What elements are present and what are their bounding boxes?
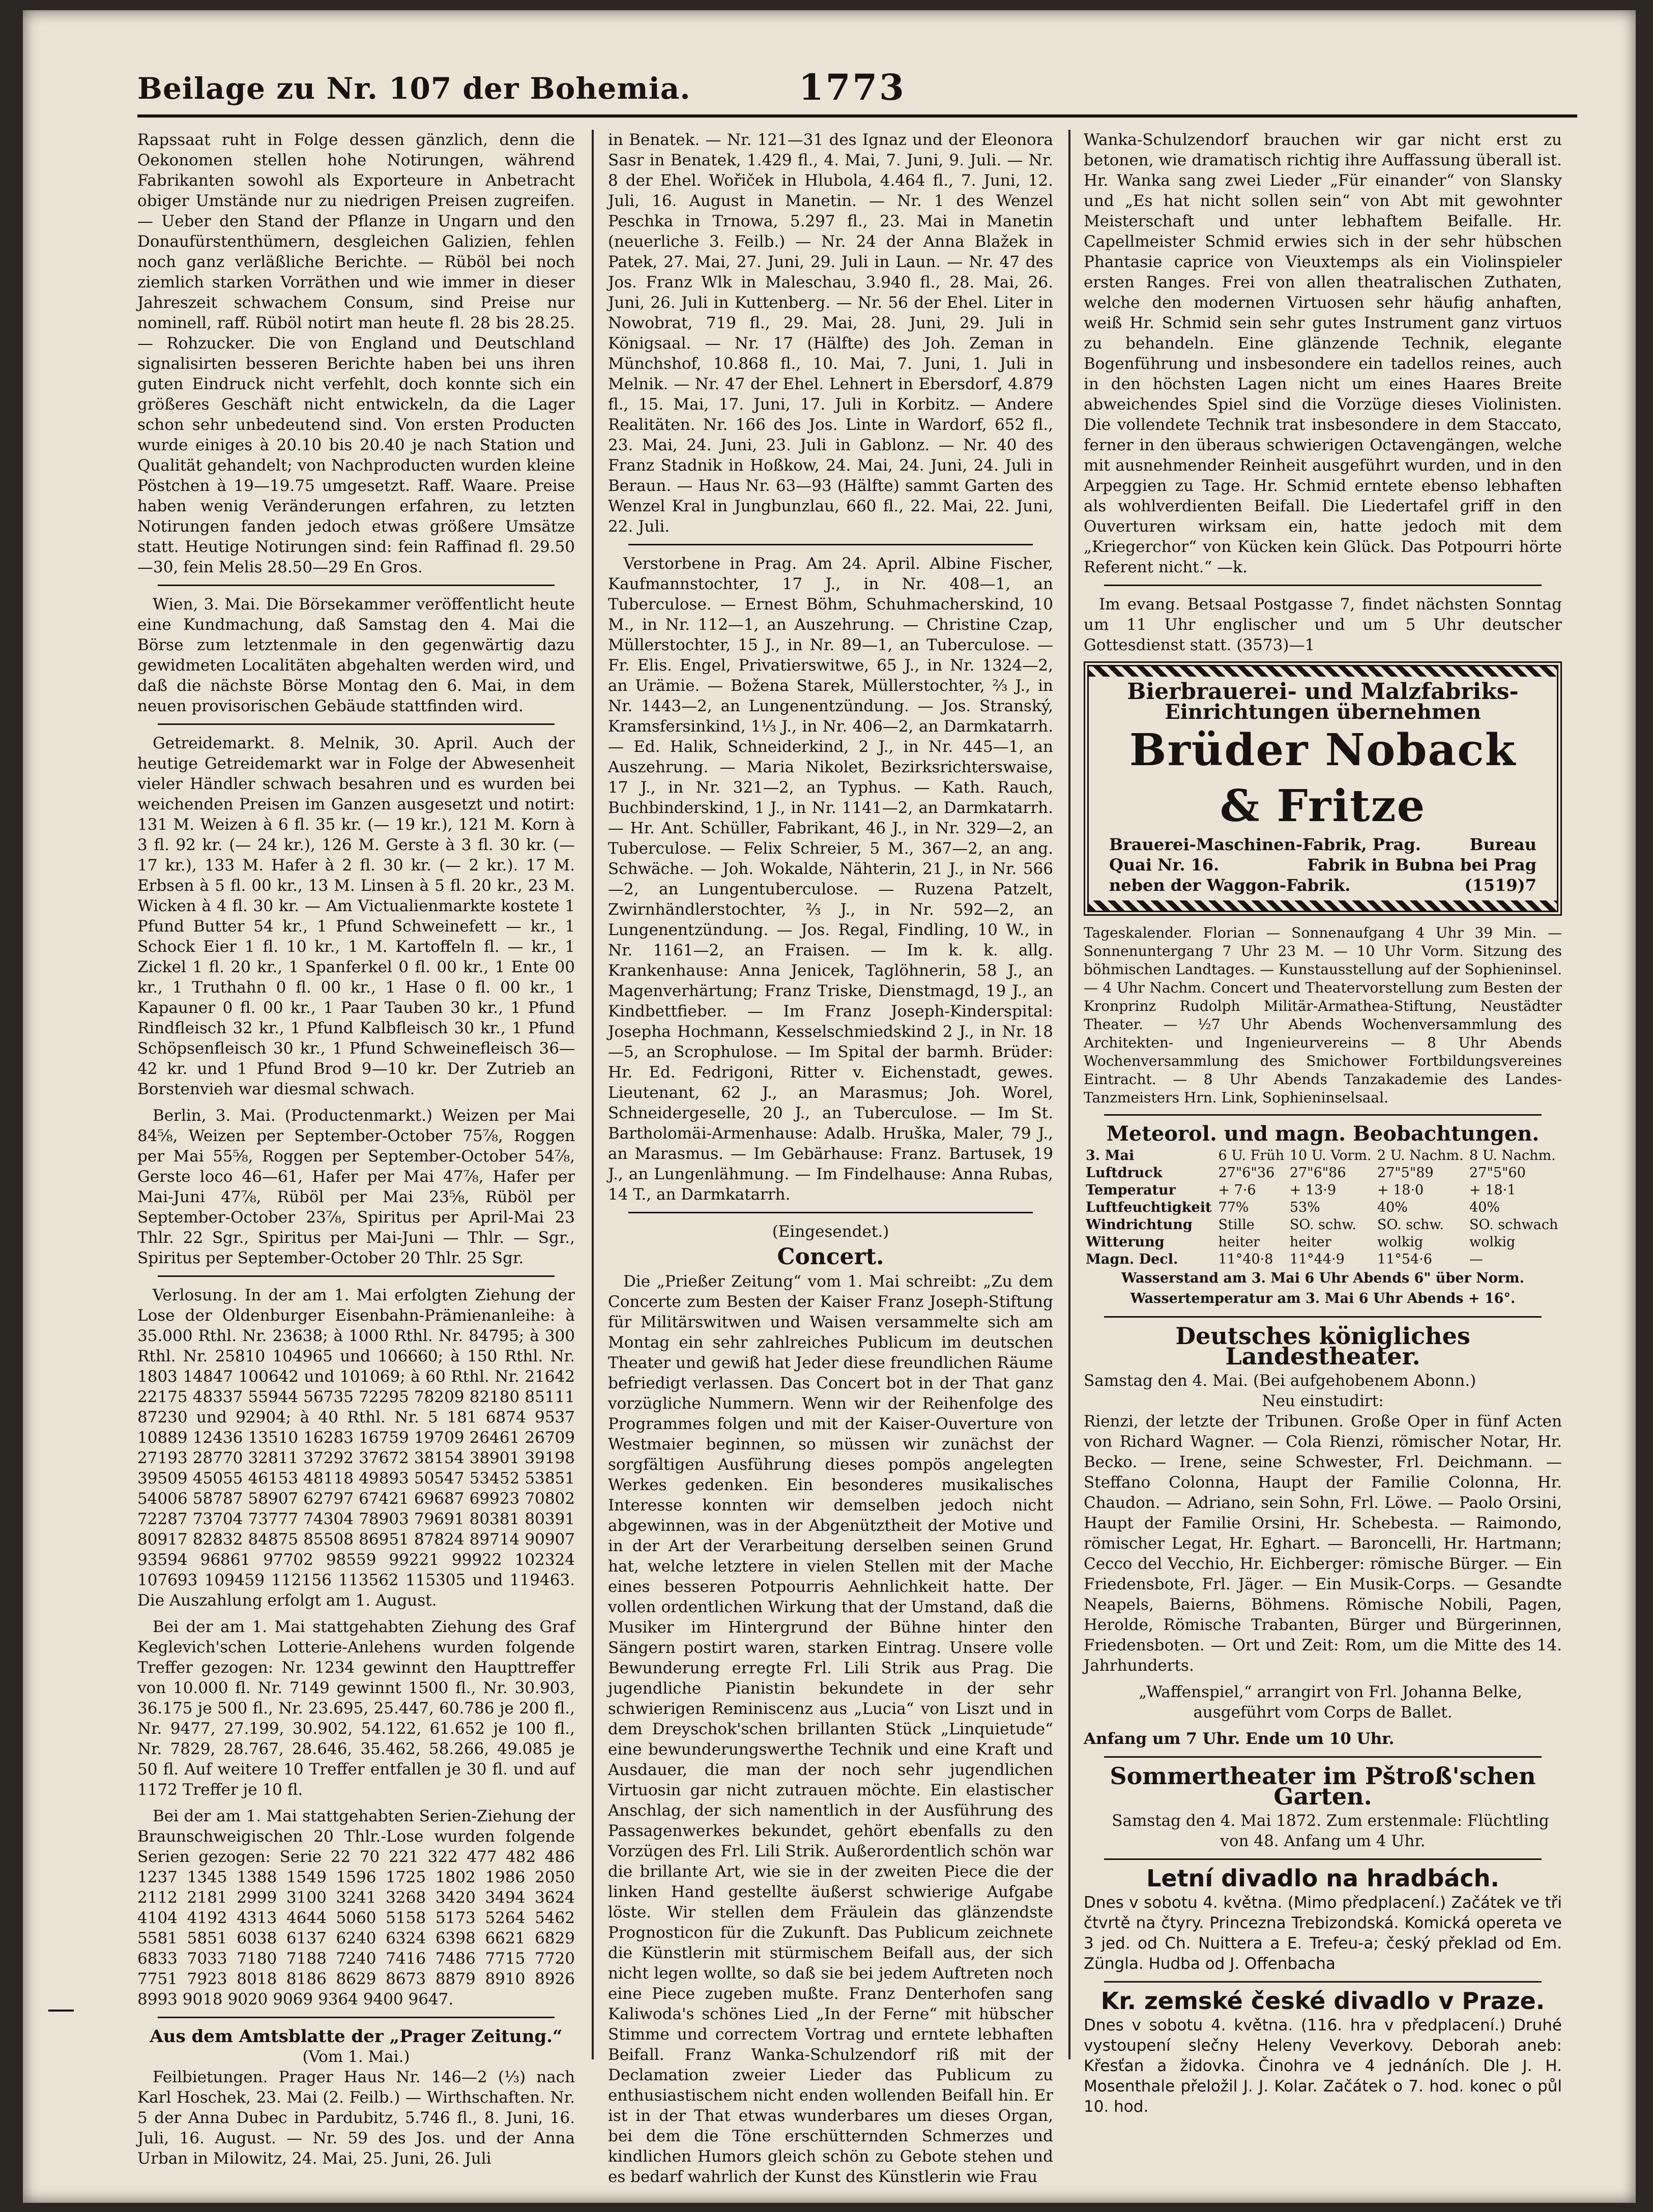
meteo-cell: SO. schw.: [1289, 1217, 1356, 1233]
column-2: [608, 130, 1053, 2186]
eingesendet-label: (Eingesendet.): [772, 1223, 889, 1241]
ad-text: Quai Nr. 16.: [1109, 855, 1220, 875]
tageskalender: Tageskalender. Florian — Sonnenaufgang 4 Uhr 39 Min. — Sonnenuntergang 7 Uhr 23 M. — 10 Uhr Vorm. Sitzung des böhmischen Landtages. — Kunstausstellung auf der Sophieninsel. — 4 Uhr Nachm. Concert und Theatervorstellung zum Besten der Kronprinz Rudolph Militär-Armathea-Stiftung, Neustädter Theater. — ½7 Uhr Abends Wochenversammlung des Architekten- und Ingenieurvereins — 8 Uhr Abends Wochenversammlung des Smichower Fortbildungsvereines Eintracht. — 8 Uhr Abends Tanzakademie des Landes-Tanzmeisters Hrn. Link, Sophieninselsaal.: [1084, 924, 1562, 1106]
article-berlin: Berlin, 3. Mai. (Productenmarkt.) Weizen per Mai 84⅝, Weizen per September-October 75⅞, Roggen per Mai 55⅝, Roggen per September-October 54⅞, Gerste loco 46—61, Hafer per Mai 47⅞, Hafer per Mai-Juni 47⅞, Rüböl per Mai 23⅝, Rüböl per September-October 23⅞, Spiritus per April-Mai 23 Thlr. 22 Sgr., Spiritus per Mai-Juni — Thlr. — Sgr., Spiritus per September-October 20 Thlr. 25 Sgr.: [137, 1107, 575, 1267]
meteo-cell: —: [1469, 1251, 1484, 1267]
meteo-cell: heiter: [1289, 1234, 1331, 1250]
amtsblatt-subtitle: (Vom 1. Mai.): [302, 2048, 410, 2066]
article-getreidemarkt: Getreidemarkt. 8. Melnik, 30. April. Auch der heutige Getreidemarkt war in Folge der Abwesenheit vieler Händler schwach besahren und es wurden bei weichenden Preisen im Ganzen ausgesetzt und notirt: 131 M. Weizen à 6 fl. 35 kr. (— 19 kr.), 121 M. Korn à 3 fl. 92 kr. (— 24 kr.), 126 M. Gerste à 3 fl. 30 kr. (— 17 kr.), 133 M. Hafer à 2 fl. 30 kr. (— 2 kr.). 17 M. Erbsen à 5 fl. 00 kr., 13 M. Linsen à 5 fl. 20 kr., 23 M. Wicken à 4 fl. 30 kr. — Am Victualienmarkte kostete 1 Pfund Butter 54 kr., 1 Pfund Schweinefett — kr., 1 Schock Eier 1 fl. 10 kr., 1 M. Kartoffeln fl. — kr., 1 Zickel 1 fl. 20 kr., 1 Spanferkel 0 fl. 00 kr., 1 Ente 00 kr., 1 Truthahn 0 fl. 00 kr., 1 Hase 0 fl. 00 kr., 1 Kapauner 0 fl. 00 kr., 1 Paar Tauben 30 kr., 1 Pfund Rindfleisch 32 kr., 1 Pfund Kalbfleisch 30 kr., 1 Pfund Schöpsenfleisch 30 kr., 1 Pfund Schweinefleisch 36—42 kr. und 1 Pfund Brod 9—10 kr. Der Zutrieb an Borstenvieh war diesmal schwach.: [137, 734, 575, 1098]
meteo-cell: Magn. Decl.: [1086, 1251, 1178, 1267]
meteo-cell: 53%: [1289, 1200, 1320, 1215]
meteo-cell: 2 U. Nachm.: [1377, 1148, 1464, 1163]
meteo-cell: Windrichtung: [1086, 1217, 1193, 1233]
meteo-cell: + 13·9: [1289, 1182, 1337, 1198]
theatre-landestheater-date: Samstag den 4. Mai. (Bei aufgehobenem Abonn.): [1084, 1372, 1476, 1390]
divider: [1104, 1756, 1542, 1758]
theatre-sommertheater-title: Sommertheater im Pštroß'schen Garten.: [1110, 1762, 1536, 1810]
ad-border-ornament: [1089, 666, 1557, 677]
article-feilbietungen: Feilbietungen. Prager Haus Nr. 146—2 (⅓) nach Karl Hoschek, 23. Mai (2. Feilb.) — Wirthschaften. Nr. 5 der Anna Dubec in Pardubitz, 5.746 fl., 8. Juni, 16. Juli, 16. August. — Nr. 59 des Jos. und der Anna Urban in Milowitz, 24. Mai, 25. Juni, 26. Juli: [137, 2068, 575, 2168]
theatre-landestheater-new: Neu einstudirt:: [1262, 1392, 1384, 1410]
article-rapssaat: Rapssaat ruht in Folge dessen gänzlich, denn die Oekonomen stellen hohe Notirungen, während Fabrikanten sowohl als Exporteure in Anbetracht obiger Umstände nur zu niedrigen Preisen zugreifen. — Ueber den Stand der Pflanze in Ungarn und den Donaufürstenthümern, desgleichen Galizien, fehlen noch ganz verläßliche Berichte. — Rüböl bei noch ziemlich starken Vorräthen und wie immer in dieser Jahreszeit schwachem Consum, sind Preise nur nominell, raff. Rüböl notirt man heute fl. 28 bis 28.25. — Rohzucker. Die von England und Deutschland signalisirten besseren Berichte haben bei uns ihren guten Eindruck nicht verfehlt, doch konnte sich ein größeres Geschäft nicht entwickeln, da die Lager schon sehr unbedeutend sind. Von ersten Producten wurde einiges à 20.10 bis 20.40 je nach Station und Qualität gehandelt; von Nachproducten wurden kleine Pöstchen à 19—19.75 umgesetzt. Raff. Waare. Preise haben wenig Veränderungen erfahren, zu letzten Notirungen fanden jedoch etwas größere Umsätze statt. Heutige Notirungen sind: fein Raffinad fl. 29.50—30, fein Melis 28.50—29 En Gros.: [137, 131, 575, 576]
article-wien: Wien, 3. Mai. Die Börsekammer veröffentlicht heute eine Kundmachung, daß Samstag den 4. Mai die Börse zum letztenmale in den gegenwärtig dazu gewidmeten Localitäten abgehalten werden wird, und daß die nächste Börse Montag den 6. Mai, in dem neuen provisorischen Gebäude stattfinden wird.: [137, 595, 575, 715]
meteo-cell: Luftfeuchtigkeit: [1086, 1200, 1212, 1215]
article-keglevich: Bei der am 1. Mai stattgehabten Ziehung des Graf Keglevich'schen Lotterie-Anlehens wurden folgende Treffer gezogen: Nr. 1234 gewinnt den Haupttreffer von 10.000 fl. Nr. 7149 gewinnt 1500 fl., Nr. 30.903, 36.175 je 500 fl., Nr. 23.695, 25.447, 60.786 je 200 fl., Nr. 9477, 27.199, 30.902, 54.122, 61.652 je 100 fl., Nr. 7829, 28.767, 28.646, 35.462, 58.266, 49.085 je 50 fl. Auf weitere 10 Treffer entfallen je 30 fl. und auf 1172 Treffer je 10 fl.: [137, 1618, 575, 1799]
meteo-cell: + 18·1: [1469, 1182, 1516, 1198]
divider: [158, 723, 555, 725]
meteo-water-temp: Wassertemperatur am 3. Mai 6 Uhr Abends + 16°.: [1130, 1291, 1516, 1306]
meteo-cell: 11°40·8: [1218, 1251, 1273, 1267]
ad-line: Einrichtungen übernehmen: [1165, 700, 1481, 724]
meteo-cell: Temperatur: [1086, 1182, 1176, 1198]
theatre-landestheater-body: Rienzi, der letzte der Tribunen. Große Oper in fünf Acten von Richard Wagner. — Cola Rienzi, römischer Notar, Hr. Becko. — Irene, seine Schwester, Frl. Deichmann. — Steffano Colonna, Haupt der Familie Colonna, Hr. Chaudon. — Adriano, sein Sohn, Frl. Löwe. — Paolo Orsini, Haupt der Familie Orsini, Hr. Schebesta. — Raimondo, römischer Legat, Hr. Eghart. — Baroncelli, Hr. Hartmann; Cecco del Vecchio, Hr. Eichberger: römische Bürger. — Ein Friedensbote, Frl. Jäger. — Ein Musik-Corps. — Gesandte Neapels, Baierns, Böhmens. Römische Nobili, Pagen, Herolde, Römische Trabanten, Bürger und Bürgerinnen, Friedensboten. — Ort und Zeit: Rom, um die Mitte des 14. Jahrhunderts.: [1084, 1412, 1562, 1675]
divider: [1104, 1981, 1542, 1983]
meteo-cell: 11°44·9: [1289, 1251, 1345, 1267]
notice-gottesdienst: Im evang. Betsaal Postgasse 7, findet nächsten Sonntag um 11 Uhr englischer und um 5 Uhr deutscher Gottesdienst statt. (3573)—1: [1084, 595, 1562, 654]
meteo-row: [1084, 1165, 1562, 1182]
ad-text: Brauerei-Maschinen-Fabrik, Prag.: [1109, 835, 1421, 854]
meteo-cell: 27"5"60: [1469, 1165, 1526, 1181]
meteo-cell: heiter: [1218, 1234, 1260, 1250]
concert-title: Concert.: [777, 1244, 884, 1270]
meteo-row: [1084, 1234, 1562, 1251]
advertisement-noback-fritze: [1084, 661, 1562, 916]
meteo-cell: 27"5"89: [1377, 1165, 1434, 1181]
meteo-cell: wolkig: [1377, 1234, 1424, 1250]
meteo-cell: 77%: [1218, 1200, 1249, 1215]
meteo-cell: 40%: [1469, 1200, 1500, 1215]
ad-text: Bureau: [1469, 835, 1536, 854]
column-rule: [1068, 130, 1070, 2059]
header-rule: [137, 114, 1577, 118]
column-3: [1084, 130, 1562, 2116]
column-rule: [592, 130, 594, 2059]
meteo-table: [1084, 1147, 1562, 1268]
ad-row: [1109, 834, 1536, 855]
meteo-cell: Stille: [1218, 1217, 1255, 1233]
theatre-sommertheater-body: Samstag den 4. Mai 1872. Zum erstenmale: Flüchtling von 48. Anfang um 4 Uhr.: [1112, 1812, 1549, 1850]
theatre-ceske-title: Kr. zemské české divadlo v Praze.: [1100, 1987, 1545, 2015]
ad-border-ornament: [1089, 900, 1557, 911]
meteo-cell: 8 U. Nachm.: [1469, 1148, 1556, 1163]
meteo-cell: wolkig: [1469, 1234, 1516, 1250]
ad-firm-name: Brüder Noback & Fritze: [1129, 724, 1517, 832]
meteo-cell: 11°54·6: [1377, 1251, 1432, 1267]
margin-mark: [48, 2010, 74, 2012]
header-title: Beilage zu Nr. 107 der Bohemia.: [137, 71, 691, 106]
meteo-cell: 27"6"86: [1289, 1165, 1346, 1181]
divider: [628, 1212, 1033, 1213]
meteo-water-level: Wasserstand am 3. Mai 6 Uhr Abends 6" über Norm.: [1121, 1270, 1524, 1286]
article-verlosung: Verlosung. In der am 1. Mai erfolgten Ziehung der Lose der Oldenburger Eisenbahn-Prämienanleihe: à 35.000 Rthl. Nr. 23638; à 1000 Rthl. Nr. 84795; à 300 Rthl. Nr. 25810 104965 und 106660; à 150 Rthl. Nr. 1803 14847 100642 und 101069; à 60 Rthl. Nr. 21642 22175 48337 55944 56735 72295 78209 82180 85111 87230 und 92904; à 40 Rthl. Nr. 5 181 6874 9537 10889 12436 13510 16283 16759 19709 26461 26709 27193 28770 32811 37292 37672 38154 38901 39198 39509 45055 46153 48118 49893 50547 53452 53851 54006 58787 58907 62797 67421 69687 69923 70802 72287 73704 73777 74304 78903 79691 80381 80391 80917 82832 84875 85508 86951 87824 89714 90907 93594 96861 97702 98559 99221 99922 102324 107693 109459 112156 113562 115305 und 119463. Die Auszahlung erfolgt am 1. August.: [137, 1286, 575, 1610]
page-header: [137, 66, 1577, 114]
divider: [1104, 1316, 1542, 1318]
meteo-cell: SO. schwach: [1469, 1217, 1558, 1233]
meteo-cell: + 18·0: [1377, 1182, 1424, 1198]
ad-row: [1109, 875, 1536, 895]
column-1: [137, 130, 575, 2168]
theatre-letni-body: Dnes v sobotu 4. května. (Mimo předplacení.) Začátek ve tři čtvrtě na čtyry. Princezna Trebizondská. Komická opereta ve 3 jed. od Ch. Nuittera a E. Trefeu-a; český překlad od Em. Züngla. Hudba od J. Offenbacha: [1084, 1894, 1562, 1973]
ad-text: Fabrik in Bubna bei Prag: [1307, 855, 1536, 875]
divider: [158, 1275, 555, 1277]
meteo-row: [1084, 1251, 1562, 1268]
meteo-row: [1084, 1199, 1562, 1216]
meteo-cell: SO. schw.: [1377, 1217, 1444, 1233]
ad-line: Bierbrauerei- und Malzfabriks-: [1127, 679, 1519, 705]
meteo-row: [1084, 1216, 1562, 1234]
divider: [628, 544, 1033, 545]
meteo-cell: Luftdruck: [1086, 1165, 1163, 1181]
theatre-landestheater-foot: „Waffenspiel,“ arrangirt von Frl. Johanna Belke, ausgeführt vom Corps de Ballet.: [1139, 1683, 1522, 1722]
amtsblatt-title: Aus dem Amtsblatte der „Prager Zeitung.“: [150, 2026, 563, 2047]
meteo-cell: Witterung: [1086, 1234, 1165, 1250]
theatre-letni-title: Letní divadlo na hradbách.: [1146, 1865, 1499, 1892]
divider: [1104, 1114, 1542, 1116]
theatre-ceske-body: Dnes v sobotu 4. května. (116. hra v předplacení.) Druhé vystoupení slečny Heleny Veverkovy. Deborah aneb: Křesťan a židovka. Činohra ve 4 jednáních. Dle J. H. Mosenthale přeložil J. J. Kolar. Začátek o 7. hod. konec o půl 10. hod.: [1084, 2016, 1562, 2116]
article-verstorbene: Verstorbene in Prag. Am 24. April. Albine Fischer, Kaufmannstochter, 17 J., in Nr. 408—1, an Tuberculose. — Ernest Böhm, Schuhmacherskind, 10 M., in Nr. 112—1, an Auszehrung. — Christine Czap, Müllerstochter, 15 J., in Nr. 89—1, an Tuberculose. — Fr. Elis. Engel, Privatierswitwe, 65 J., in Nr. 1324—2, an Urämie. — Božena Starek, Müllerstochter, ⅔ J., in Nr. 1443—2, an Lungenentzündung. — Jos. Stranský, Kramsfersinkind, 1⅓ J., in Nr. 406—2, an Darmkatarrh. — Ed. Halik, Schneiderkind, 2 J., in Nr. 445—1, an Auszehrung. — Maria Nikolet, Bezirksrichterswaise, 17 J., in Nr. 321—2, an Typhus. — Kath. Rauch, Buchbinderskind, 1 J., in Nr. 1141—2, an Darmkatarrh. — Hr. Ant. Schüller, Fabrikant, 46 J., in Nr. 329—2, an Tuberculose. — Felix Schreier, 5 M., 367—2, an ang. Schwäche. — Joh. Wokalde, Nähterin, 21 J., in Nr. 566—2, an Lungentuberculose. — Ruzena Patzelt, Zwirnhändlerstochter, ⅔ J., in Nr. 592—2, an Lungenentzündung. — Jos. Regal, Findling, 10 W., in Nr. 1161—2, an Fraisen. — Im k. k. allg. Krankenhause: Anna Jenicek, Taglöhnerin, 58 J., an Magenverhärtung; Franz Triske, Dienstmagd, 19 J., an Kindbettfieber. — Im Franz Joseph-Kinderspital: Josepha Hochmann, Kesselschmiedskind 2 J., in Nr. 18—5, an Scrophulose. — Im Spital der barmh. Brüder: Hr. Ed. Fedrigoni, Ritter v. Eichenstadt, gewes. Lieutenant, 62 J., an Marasmus; Joh. Worel, Schneidergeselle, 20 J., an Tuberculose. — Im St. Bartholomäi-Armenhause: Adalb. Hruška, Maler, 79 J., an Marasmus. — Im Gebärhause: Franz. Bartusek, 19 J., an Lungenlähmung. — Im Findelhause: Anna Rubas, 14 T., an Darmkatarrh.: [608, 555, 1053, 1204]
meteo-cell: 40%: [1377, 1200, 1408, 1215]
page-number: 1773: [799, 66, 906, 108]
theatre-landestheater-time: Anfang um 7 Uhr. Ende um 10 Uhr.: [1084, 1730, 1395, 1748]
divider: [158, 2017, 555, 2018]
meteo-cell: 6 U. Früh: [1218, 1148, 1285, 1163]
divider: [1104, 1858, 1542, 1860]
ad-text: (1519)7: [1464, 876, 1536, 895]
divider: [1104, 585, 1542, 586]
meteo-cell: 27"6"36: [1218, 1165, 1275, 1181]
meteo-title: Meteorol. und magn. Beobachtungen.: [1106, 1122, 1540, 1146]
article-feilbietungen-cont: in Benatek. — Nr. 121—31 des Ignaz und der Eleonora Sasr in Benatek, 1.429 fl., 4. Mai, 7. Juni, 9. Juli. — Nr. 8 der Ehel. Wořiček in Hlubola, 4.464 fl., 7. Juni, 12. Juli, 16. August in Manetin. — Nr. 1 des Wenzel Peschka in Trnowa, 5.297 fl., 23. Mai in Manetin (neuerliche 3. Feilb.) — Nr. 24 der Anna Blažek in Patek, 27. Mai, 27. Juni, 29. Juli in Laun. — Nr. 47 des Jos. Franz Wlk in Maleschau, 3.940 fl., 28. Mai, 26. Juni, 26. Juli in Kuttenberg. — Nr. 56 der Ehel. Liter in Nowobrat, 719 fl., 29. Mai, 28. Juni, 29. Juli in Königsaal. — Nr. 17 (Hälfte) des Joh. Zeman in Münchshof, 10.868 fl., 10. Mai, 7. Juni, 1. Juli in Melnik. — Nr. 47 der Ehel. Lehnert in Ebersdorf, 4.879 fl., 15. Mai, 17. Juni, 17. Juli in Korbitz. — Andere Realitäten. Nr. 166 des Jos. Linte in Wardorf, 652 fl., 23. Mai, 24. Juni, 23. Juli in Gablonz. — Nr. 40 des Franz Stadnik in Hoßkow, 24. Mai, 24. Juni, 24. Juli in Beraun. — Haus Nr. 63—93 (Hälfte) sammt Garten des Wenzel Kral in Jungbunzlau, 660 fl., 22. Mai, 22. Juni, 22. Juli.: [608, 131, 1053, 536]
divider: [158, 585, 555, 586]
article-concert: Die „Prießer Zeitung“ vom 1. Mai schreibt: „Zu dem Concerte zum Besten der Kaiser Franz Joseph-Stiftung für Militärswitwen und Waisen versammelte sich am Montag ein sehr zahlreiches Publicum im deutschen Theater und gewiß hat Jeder diese freundlichen Räume befriedigt verlassen. Das Concert bot in der That ganz vorzügliche Nummern. Wenn wir der Reihenfolge des Programmes folgen und mit der Kaiser-Ouverture von Westmaier beginnen, so müssen wir zunächst der sorgfältigen Ausführung dieses pompös angelegten Werkes gedenken. Ein besonderes musikalisches Interesse konnten wir demselben jedoch nicht abgewinnen, was in der Abgenütztheit der Motive und in der Art der Verarbeitung derselben seinen Grund hat, welche letztere in vielen Stellen mit der Mache eines besseren Potpourris Aehnlichkeit hatte. Der vollen ordentlichen Wirkung that der Umstand, daß die Musiker im Hintergrund der Bühne hinter den Sängern postirt waren, starken Eintrag. Unsere volle Bewunderung erregte Frl. Lili Strik aus Prag. Die jugendliche Pianistin bekundete in der sehr schwierigen Reminiscenz aus „Lucia“ von Liszt und in dem Dreyschok'schen brillanten Stück „Linquietude“ eine bewunderungswerthe Technik und eine Kraft und Ausdauer, die man der noch sehr jugendlichen Virtuosin gar nicht zutrauen möchte. Ein elastischer Anschlag, der sich namentlich in der Ausführung des Passagenwerkes bekundet, gehört ebenfalls zu den Vorzügen des Frl. Lili Strik. Außerordentlich schön war die brillante Art, wie sie in der zweiten Piece die der linken Hand gestellte äußerst schwierige Aufgabe löste. Wir stellen dem Fräulein das glänzendste Prognosticon für die Zukunft. Das Publicum zeichnete die Künstlerin mit stürmischem Beifall aus, der sich nicht legen wollte, so daß sie bei jedem Auftreten noch eine Piece zugeben mußte. Franz Denterhofen sang Kaliwoda's schönes Lied „In der Ferne“ mit hübscher Stimme und correctem Vortrag und erntete lebhaften Beifall. Franz Wanka-Schulzendorf riß mit der Declamation zweier Lieder das Publicum zu enthusiastischem nicht enden wollenden Beifall hin. Er ist in der That etwas wunderbares um dieses Organ, bei dem die Töne erschütternden Schmerzes und kindlichen Humors gleich schön zu Gebote stehen und es bedarf wahrlich der Kunst des Künstlerin wie Frau: [608, 1272, 1053, 2186]
article-concert-cont: Wanka-Schulzendorf brauchen wir gar nicht erst zu betonen, wie dramatisch richtig ihre Auffassung überall ist. Hr. Wanka sang zwei Lieder „Für einander“ von Slansky und „Es hat nicht sollen sein“ von Abt mit gewohnter Meisterschaft und unter lebhaftem Beifalle. Hr. Capellmeister Schmid erwies sich in der sehr hübschen Phantasie caprice von Vieuxtemps als ein Violinspieler ersten Ranges. Frei von allen theatralischen Zuthaten, welche den modernen Virtuosen sehr häufig anhaften, weiß Hr. Schmid sein sehr gutes Instrument ganz virtuos zu behandeln. Eine glänzende Technik, elegante Bogenführung und insbesondere ein tadellos reines, auch in den höchsten Lagen nicht um eines Haares Breite abweichendes Spiel sind die Vorzüge dieses Violinisten. Die vollendete Technik trat insbesondere in dem Staccato, ferner in den überaus schwierigen Octavengängen, welche mit ausnehmender Reinheit ausgeführt wurden, und in den Arpeggien zu Tage. Hr. Schmid erntete ebenso lebhaften als wohlverdienten Beifall. Die Liedertafel griff in den Ouverturen wirksam ein, hatte jedoch mit dem „Kriegerchor“ von Kücken kein Glück. Das Potpourri hörte Referent nicht.“ —k.: [1084, 131, 1562, 576]
meteo-cell: 3. Mai: [1086, 1148, 1135, 1163]
meteo-cell: 10 U. Vorm.: [1289, 1148, 1372, 1163]
meteo-cell: + 7·6: [1218, 1182, 1256, 1198]
ad-row: [1109, 855, 1536, 875]
theatre-landestheater-title: Deutsches königliches Landestheater.: [1175, 1322, 1470, 1370]
ad-text: neben der Waggon-Fabrik.: [1109, 876, 1351, 895]
meteo-row: [1084, 1147, 1562, 1165]
article-braunschweig: Bei der am 1. Mai stattgehabten Serien-Ziehung der Braunschweigischen 20 Thlr.-Lose wurden folgende Serien gezogen: Serie 22 70 221 322 477 482 486 1237 1345 1388 1549 1596 1725 1802 1986 2050 2112 2181 2999 3100 3241 3268 3420 3494 3624 4104 4192 4313 4644 5060 5158 5173 5264 5462 5581 5851 6038 6137 6240 6324 6398 6621 6829 6833 7033 7180 7188 7240 7416 7486 7715 7720 7751 7923 8018 8186 8629 8673 8879 8910 8926 8993 9018 9020 9069 9364 9400 9647.: [137, 1807, 575, 2009]
meteo-row: [1084, 1182, 1562, 1199]
